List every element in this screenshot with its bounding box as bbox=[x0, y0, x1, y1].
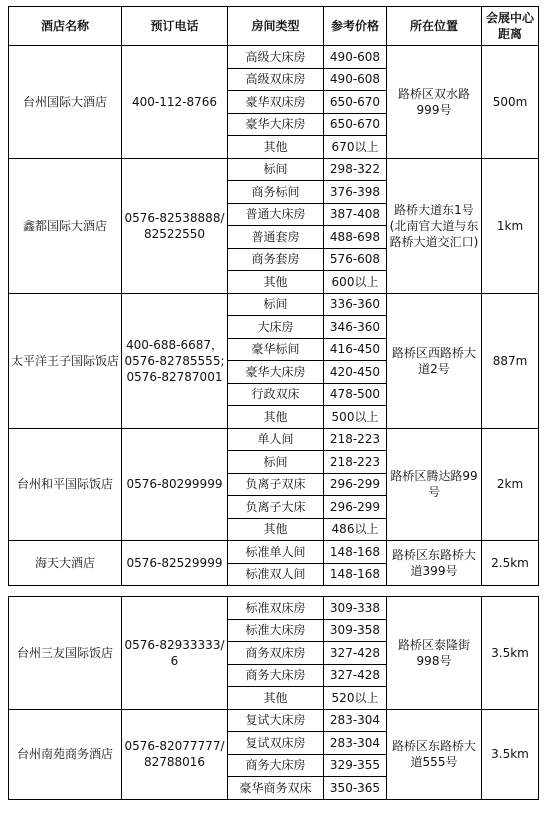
room-type-cell: 普通套房 bbox=[228, 226, 324, 249]
table-row bbox=[9, 541, 539, 564]
room-price-cell: 650-670 bbox=[324, 91, 387, 114]
hotel-phone-cell: 0576-82077777/82788016 bbox=[122, 709, 228, 799]
room-type-cell: 商务双床房 bbox=[228, 642, 324, 665]
hotel-location-cell: 路桥区泰隆街998号 bbox=[387, 597, 482, 710]
room-price-cell: 490-608 bbox=[324, 68, 387, 91]
room-price-cell: 350-365 bbox=[324, 777, 387, 800]
hotel-location-cell: 路桥大道东1号(北南官大道与东路桥大道交汇口) bbox=[387, 158, 482, 293]
room-price-cell: 218-223 bbox=[324, 428, 387, 451]
spacer-row bbox=[9, 586, 539, 597]
room-price-cell: 309-358 bbox=[324, 619, 387, 642]
table-row bbox=[9, 428, 539, 451]
hotel-location-cell: 路桥区东路桥大道555号 bbox=[387, 709, 482, 799]
room-price-cell: 148-168 bbox=[324, 541, 387, 564]
room-price-cell: 327-428 bbox=[324, 664, 387, 687]
room-type-cell: 标准双床房 bbox=[228, 597, 324, 620]
room-type-cell: 商务大床房 bbox=[228, 754, 324, 777]
room-price-cell: 420-450 bbox=[324, 361, 387, 384]
hotel-distance-cell: 3.5km bbox=[482, 597, 539, 710]
room-type-cell: 豪华双床房 bbox=[228, 91, 324, 114]
hotel-phone-cell: 0576-82538888/82522550 bbox=[122, 158, 228, 293]
header-row bbox=[9, 7, 539, 46]
hotel-phone-cell: 0576-82529999 bbox=[122, 541, 228, 586]
room-type-cell: 豪华标间 bbox=[228, 338, 324, 361]
room-price-cell: 346-360 bbox=[324, 316, 387, 339]
room-type-cell: 普通大床房 bbox=[228, 203, 324, 226]
room-type-cell: 标间 bbox=[228, 293, 324, 316]
hotel-phone-cell: 0576-82933333/6 bbox=[122, 597, 228, 710]
room-type-cell: 商务套房 bbox=[228, 248, 324, 271]
hotel-name-cell: 台州国际大酒店 bbox=[9, 46, 122, 159]
hotel-distance-cell: 3.5km bbox=[482, 709, 539, 799]
room-type-cell: 高级双床房 bbox=[228, 68, 324, 91]
room-price-cell: 296-299 bbox=[324, 496, 387, 519]
room-type-cell: 豪华商务双床 bbox=[228, 777, 324, 800]
room-type-cell: 其他 bbox=[228, 136, 324, 159]
room-type-cell: 标准单人间 bbox=[228, 541, 324, 564]
table-row bbox=[9, 709, 539, 732]
room-price-cell: 416-450 bbox=[324, 338, 387, 361]
room-type-cell: 负离子大床 bbox=[228, 496, 324, 519]
room-price-cell: 490-608 bbox=[324, 46, 387, 69]
room-price-cell: 478-500 bbox=[324, 383, 387, 406]
hotel-phone-cell: 400-688-6687，0576-82785555;0576-82787001 bbox=[122, 293, 228, 428]
room-price-cell: 283-304 bbox=[324, 732, 387, 755]
room-type-cell: 商务大床房 bbox=[228, 664, 324, 687]
room-price-cell: 488-698 bbox=[324, 226, 387, 249]
table-row bbox=[9, 293, 539, 316]
room-type-cell: 复试双床房 bbox=[228, 732, 324, 755]
room-price-cell: 600以上 bbox=[324, 271, 387, 294]
hotel-name-cell: 台州南苑商务酒店 bbox=[9, 709, 122, 799]
room-price-cell: 670以上 bbox=[324, 136, 387, 159]
table-row bbox=[9, 158, 539, 181]
room-price-cell: 218-223 bbox=[324, 451, 387, 474]
header-distance-line2: 距离 bbox=[497, 27, 522, 41]
room-price-cell: 336-360 bbox=[324, 293, 387, 316]
room-price-cell: 296-299 bbox=[324, 473, 387, 496]
room-type-cell: 行政双床 bbox=[228, 383, 324, 406]
hotel-name-cell: 台州和平国际饭店 bbox=[9, 428, 122, 541]
hotel-table bbox=[8, 6, 539, 800]
room-type-cell: 其他 bbox=[228, 406, 324, 429]
room-type-cell: 单人间 bbox=[228, 428, 324, 451]
room-type-cell: 标准双人间 bbox=[228, 563, 324, 586]
room-type-cell: 商务标间 bbox=[228, 181, 324, 204]
room-type-cell: 标间 bbox=[228, 451, 324, 474]
room-type-cell: 大床房 bbox=[228, 316, 324, 339]
hotel-phone-cell: 400-112-8766 bbox=[122, 46, 228, 159]
header-hotel-name: 酒店名称 bbox=[9, 7, 122, 46]
room-price-cell: 283-304 bbox=[324, 709, 387, 732]
header-phone: 预订电话 bbox=[122, 7, 228, 46]
room-price-cell: 486以上 bbox=[324, 518, 387, 541]
room-price-cell: 329-355 bbox=[324, 754, 387, 777]
hotel-name-cell: 台州三友国际饭店 bbox=[9, 597, 122, 710]
room-type-cell: 其他 bbox=[228, 518, 324, 541]
header-price: 参考价格 bbox=[324, 7, 387, 46]
header-distance-line1: 会展中心 bbox=[485, 11, 534, 25]
hotel-location-cell: 路桥区腾达路99号 bbox=[387, 428, 482, 541]
room-type-cell: 负离子双床 bbox=[228, 473, 324, 496]
hotel-name-cell: 鑫都国际大酒店 bbox=[9, 158, 122, 293]
room-type-cell: 其他 bbox=[228, 271, 324, 294]
room-type-cell: 其他 bbox=[228, 687, 324, 710]
room-price-cell: 520以上 bbox=[324, 687, 387, 710]
hotel-distance-cell: 887m bbox=[482, 293, 539, 428]
hotel-name-cell: 海天大酒店 bbox=[9, 541, 122, 586]
room-type-cell: 高级大床房 bbox=[228, 46, 324, 69]
table-body bbox=[9, 46, 539, 800]
room-type-cell: 标准大床房 bbox=[228, 619, 324, 642]
room-price-cell: 500以上 bbox=[324, 406, 387, 429]
hotel-location-cell: 路桥区双水路999号 bbox=[387, 46, 482, 159]
room-type-cell: 豪华大床房 bbox=[228, 361, 324, 384]
spacer-cell bbox=[9, 586, 539, 597]
room-type-cell: 标间 bbox=[228, 158, 324, 181]
header-distance bbox=[482, 7, 539, 46]
hotel-name-cell: 太平洋王子国际饭店 bbox=[9, 293, 122, 428]
hotel-location-cell: 路桥区西路桥大道2号 bbox=[387, 293, 482, 428]
room-price-cell: 650-670 bbox=[324, 113, 387, 136]
hotel-distance-cell: 1km bbox=[482, 158, 539, 293]
room-type-cell: 豪华大床房 bbox=[228, 113, 324, 136]
room-price-cell: 576-608 bbox=[324, 248, 387, 271]
room-price-cell: 387-408 bbox=[324, 203, 387, 226]
hotel-distance-cell: 500m bbox=[482, 46, 539, 159]
room-price-cell: 327-428 bbox=[324, 642, 387, 665]
room-price-cell: 309-338 bbox=[324, 597, 387, 620]
hotel-distance-cell: 2km bbox=[482, 428, 539, 541]
table-row bbox=[9, 46, 539, 69]
hotel-location-cell: 路桥区东路桥大道399号 bbox=[387, 541, 482, 586]
header-room-type: 房间类型 bbox=[228, 7, 324, 46]
room-price-cell: 148-168 bbox=[324, 563, 387, 586]
hotel-phone-cell: 0576-80299999 bbox=[122, 428, 228, 541]
room-price-cell: 298-322 bbox=[324, 158, 387, 181]
room-type-cell: 复试大床房 bbox=[228, 709, 324, 732]
hotel-distance-cell: 2.5km bbox=[482, 541, 539, 586]
table-row bbox=[9, 597, 539, 620]
room-price-cell: 376-398 bbox=[324, 181, 387, 204]
header-location: 所在位置 bbox=[387, 7, 482, 46]
